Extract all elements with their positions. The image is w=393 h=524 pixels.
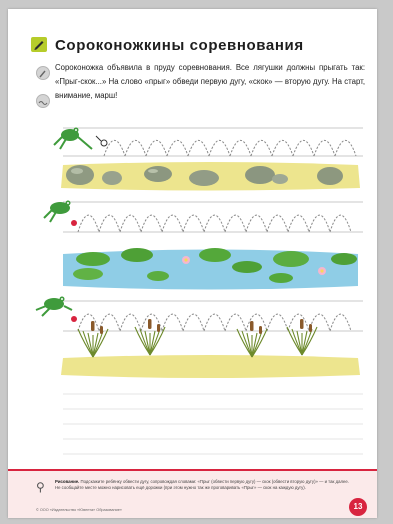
wave-icon xyxy=(36,94,50,108)
parent-note xyxy=(55,479,355,491)
reed-icon xyxy=(287,319,317,355)
dashed-arc xyxy=(188,140,209,156)
dashed-arc xyxy=(78,215,99,232)
dashed-arc xyxy=(246,314,267,331)
water-lily-icon xyxy=(182,256,190,264)
dashed-arc xyxy=(330,215,351,232)
lily-pad-icon xyxy=(121,248,153,262)
reed-icon xyxy=(78,321,108,357)
tracing-worksheet xyxy=(8,109,377,469)
lily-pad-icon xyxy=(73,268,103,280)
dashed-arc xyxy=(288,314,309,331)
frog-icon xyxy=(36,297,72,317)
lily-pad-icon xyxy=(273,251,309,267)
dashed-arc xyxy=(272,140,293,156)
stone-icon xyxy=(102,171,122,185)
dashed-arc xyxy=(267,215,288,232)
lily-pad-icon xyxy=(147,271,169,281)
dashed-arc xyxy=(209,140,230,156)
dashed-arc xyxy=(162,215,183,232)
reed-icon xyxy=(237,321,267,357)
lily-pad-icon xyxy=(232,261,262,273)
page-title: Сороконожкины соревнования xyxy=(55,37,304,54)
stone-icon xyxy=(272,174,288,184)
dashed-arc xyxy=(225,215,246,232)
dashed-arc xyxy=(78,314,99,331)
walking-figure-icon: ⚲ xyxy=(36,480,45,494)
dashed-arc xyxy=(288,215,309,232)
dashed-arc xyxy=(225,314,246,331)
dashed-arc xyxy=(246,215,267,232)
dashed-arc xyxy=(267,314,288,331)
water-lily-icon xyxy=(318,267,326,275)
start-point xyxy=(71,220,77,226)
stone-icon xyxy=(245,166,275,184)
parent-note-text: Подскажите ребёнку обвести дугу, сопровождая словами: «Прыг (обвести первую дугу) — скок (обвести вторую дугу)» — и так далее. Не сообщайте месте можно нарисовать ещё дорожки (при этом нужно так же проговаривать «Прыг» — скок на каждую дугу). xyxy=(55,479,349,490)
dashed-arc xyxy=(230,140,251,156)
parent-note-footer xyxy=(8,469,377,518)
frog-icon xyxy=(54,128,92,150)
dashed-arc xyxy=(183,215,204,232)
page-number: 13 xyxy=(349,498,367,516)
stone-icon xyxy=(66,165,94,185)
dashed-arc xyxy=(167,140,188,156)
dashed-arc xyxy=(335,140,356,156)
grass-strip xyxy=(61,355,360,378)
lily-pad-icon xyxy=(76,252,110,266)
scissors-icon xyxy=(96,136,107,146)
pencil-tip-icon xyxy=(36,66,50,80)
stone-icon xyxy=(144,166,172,182)
dashed-arc xyxy=(204,314,225,331)
dashed-arc xyxy=(251,140,272,156)
dashed-arc xyxy=(120,314,141,331)
dashed-arc xyxy=(293,140,314,156)
stone-icon xyxy=(317,167,343,185)
start-point xyxy=(71,316,77,322)
dashed-arc xyxy=(330,314,351,331)
dashed-arc xyxy=(162,314,183,331)
dashed-arc xyxy=(183,314,204,331)
dashed-arc xyxy=(99,215,120,232)
dashed-arc xyxy=(120,215,141,232)
dashed-arc xyxy=(309,314,330,331)
dashed-arc xyxy=(141,215,162,232)
dashed-arc xyxy=(125,140,146,156)
stone-icon xyxy=(189,170,219,186)
dashed-arc xyxy=(204,215,225,232)
dashed-arc xyxy=(314,140,335,156)
lily-pad-icon xyxy=(269,273,293,283)
dashed-arc xyxy=(309,215,330,232)
lily-pad-icon xyxy=(199,248,231,262)
lily-pad-icon xyxy=(331,253,357,265)
pencil-icon xyxy=(31,37,47,52)
reed-icon xyxy=(135,319,165,355)
dashed-arc xyxy=(146,140,167,156)
workbook-page xyxy=(8,9,377,518)
frog-icon xyxy=(44,201,71,223)
task-instructions: Сороконожка объявила в пруду соревнования. Все лягушки должны прыгать так: «Прыг-скок...» На слово «прыг» обведи первую дугу, «скок» — вторую дугу. На старт, внимание, марш! xyxy=(55,63,365,101)
copyright: © ООО «Издательство «Ювента» Образование» xyxy=(36,508,122,512)
parent-note-label: Рисование. xyxy=(55,479,80,484)
